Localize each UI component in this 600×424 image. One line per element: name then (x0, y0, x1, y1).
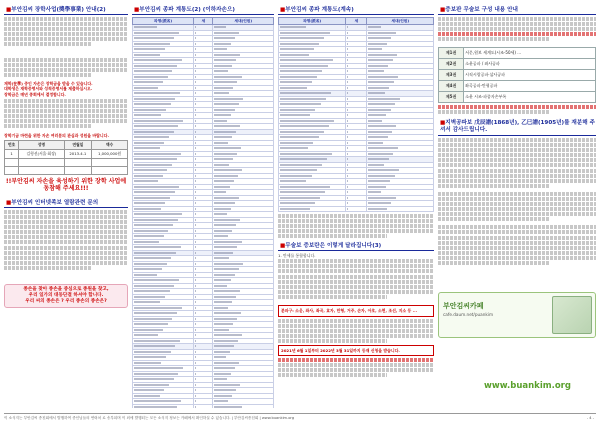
col-header: 세 (346, 18, 367, 25)
table-cell: 1 (5, 149, 19, 158)
cafe-promo[interactable] (438, 292, 596, 338)
page-number: - 4 - (586, 416, 594, 420)
table-cell (346, 206, 367, 212)
scholarship-notes (4, 81, 128, 97)
col-header: 파명(派名) (133, 18, 194, 25)
box-line: 우리 일가의 대동단결 하셔야 합니다. (28, 292, 104, 298)
clan-unity-box (4, 284, 128, 308)
volume-label: 제1권 (439, 48, 464, 59)
table-cell (194, 404, 213, 408)
table-cell (133, 404, 194, 408)
col-header: 세대(인원) (367, 18, 434, 25)
donor-table (4, 140, 128, 175)
table-cell: 1,000,000원 (92, 149, 128, 158)
col-header: 번호 (5, 140, 19, 149)
footer (4, 413, 596, 423)
volume-row (439, 70, 596, 81)
table-row (133, 404, 274, 408)
scholarship-body (4, 17, 128, 57)
section-title-inquiry: ■부안김씨 인터넷족보 열람관련 문의 (4, 197, 128, 208)
volume-label: 제2권 (439, 59, 464, 70)
table-cell: 2013.4.1 (64, 149, 91, 158)
slogan: !!부안김씨 자손을 육성하기 위한 장학 사업에 동참해 주세요!!! (5, 177, 127, 193)
branch-list: 분파구: 소윤, 좌사, 좌곡, 효자, 만형, 거주, 손자, 아호, 소헌, 조선, 지소 등 ... (281, 308, 418, 314)
deadline-text: 2021년 6월 1일부터 2022년 3월 31일까지 등재 신청을 받습니다. (281, 347, 400, 353)
col-header: 파명(派名) (279, 18, 346, 25)
footer-text: 이 소식지는 부안김씨 종친회에서 발행하여 종인님들의 연락처 로 송부되며 이 외에 발행되는 모든 소식지 정보는 카페에서 확인하실 수 있습니다. | 부안김씨종친회 | www.buankim.org (4, 416, 295, 420)
table-cell: 김형선(서울·회장) (19, 149, 64, 158)
appeal-text: 장학기금 마련을 위한 자손 여러분의 관심과 성원을 바랍니다. (4, 132, 109, 138)
section-title-lineage: ■부안김씨 종파 계통도(2) (이하자손으) (132, 4, 274, 15)
newsletter-page (4, 4, 596, 414)
section-title-jibyeok: ■지벽공파보 戊辰譜(1868년), 乙巳譜(1905년)를 재분해 주셔서 감사드립니다. (438, 119, 596, 136)
deadline-box (278, 345, 434, 356)
volume-label: 제4권 (439, 81, 464, 92)
note-line: 대학생은 재학증명서와 성적증명서를 제출하십시오. (4, 86, 93, 92)
note-line: 장학금은 매년 종회에서 결정합니다. (4, 91, 66, 97)
section-title-edition: ■증보판 무술보 구성 내용 안내 (438, 4, 596, 15)
supplement-lead: 1. 만세를 통합합니다. (278, 253, 316, 258)
promo-photo (552, 296, 592, 334)
lineage-table-cont (278, 17, 434, 212)
volume-content: 시직시랑공파·삼사공파 (464, 70, 596, 81)
note-line: 재학(在學) 중인 자손은 장학금을 받을 수 있습니다. (4, 81, 93, 87)
branch-list-box (278, 305, 434, 316)
promo-title: 부안김씨카페 (443, 302, 484, 310)
section-title-supplement: ■무술보 증보란은 이렇게 달라집니다(3) (278, 240, 434, 251)
volume-row (439, 81, 596, 92)
column-lineage-3 (278, 4, 434, 408)
volume-content: 소윤공파 / 좌사공파 (464, 59, 596, 70)
box-line: 우리 씨의 종손은 ? 우리 종손의 종손은? (25, 298, 107, 304)
column-scholarship (4, 4, 128, 408)
volume-row (439, 48, 596, 59)
volume-row (439, 92, 596, 103)
volume-table (438, 47, 596, 103)
column-lineage-2 (132, 4, 274, 408)
website-url[interactable]: www.buankim.org (484, 381, 571, 391)
promo-subtitle: cafe.daum.net/puankim (443, 312, 494, 317)
col-header: 세대(인원) (213, 18, 274, 25)
column-edition (438, 4, 596, 408)
section-title-lineage-cont: ■부안김씨 종파 계통도(계속) (278, 4, 434, 15)
volume-row (439, 59, 596, 70)
col-header: 세 (194, 18, 213, 25)
volume-content: 좌곡공파·만형공파 (464, 81, 596, 92)
box-line: 종손을 찾아 종손을 중심으로 종원을 찾고, (23, 286, 109, 292)
table-cell (279, 206, 346, 212)
lineage-table (132, 17, 274, 408)
col-header: 액수 (92, 140, 128, 149)
table-row (279, 206, 434, 212)
volume-label: 제5권 (439, 92, 464, 103)
table-cell (213, 404, 274, 408)
table-cell (367, 206, 434, 212)
volume-content: 소윤 시조·파종자손부록 (464, 92, 596, 103)
section-title-scholarship: ■부안김씨 장학사업(奬學事業) 안내(2) (4, 4, 128, 15)
col-header: 성명 (19, 140, 64, 149)
volume-label: 제3권 (439, 70, 464, 81)
volume-content: 서문,원보 세계도(시조-50세) ... (464, 48, 596, 59)
col-header: 연월일 (64, 140, 91, 149)
